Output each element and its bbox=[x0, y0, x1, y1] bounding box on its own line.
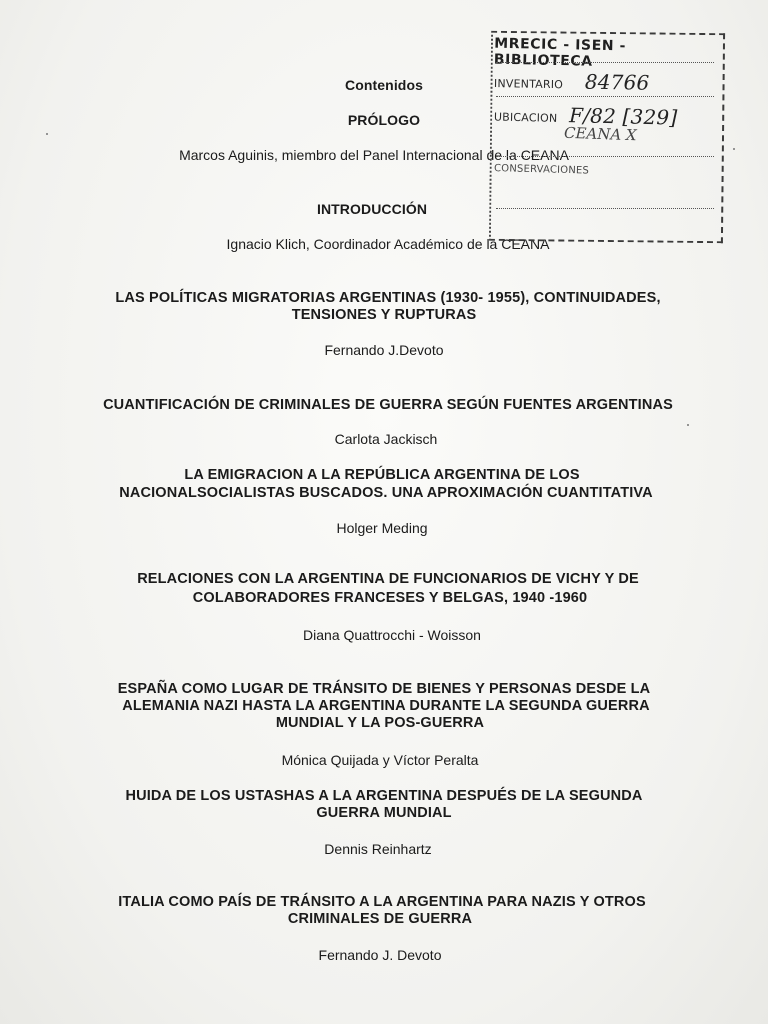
entry-title-line: CRIMINALES DE GUERRA bbox=[287, 911, 473, 927]
entry-title-line: ALEMANIA NAZI HASTA LA ARGENTINA DURANTE LA SEGUNDA GUERRA bbox=[122, 698, 650, 714]
entry-title-line: NACIONALSOCIALISTAS BUSCADOS. UNA APROXIMACIÓN CUANTITATIVA bbox=[119, 485, 653, 501]
entry-author: Fernando J.Devoto bbox=[324, 342, 444, 358]
stamp-location-label: UBICACION bbox=[493, 110, 558, 125]
entry-title-line: LAS POLÍTICAS MIGRATORIAS ARGENTINAS (1930- 1955), CONTINUIDADES, bbox=[115, 290, 661, 306]
entry-author: Diana Quattrocchi - Woisson bbox=[303, 627, 481, 643]
stamp-header: MRECIC - ISEN - BIBLIOTECA bbox=[493, 35, 627, 70]
stamp-divider bbox=[496, 96, 714, 97]
contents-heading: Contenidos bbox=[345, 77, 423, 93]
stamp-location-note: CEANA X bbox=[563, 123, 637, 145]
entry-title-line: TENSIONES Y RUPTURAS bbox=[291, 307, 477, 323]
entry-title-line: ITALIA COMO PAÍS DE TRÁNSITO A LA ARGENTINA PARA NAZIS Y OTROS bbox=[118, 894, 646, 910]
entry-author: Holger Meding bbox=[336, 520, 428, 536]
entry-title-line: COLABORADORES FRANCESES Y BELGAS, 1940 -1960 bbox=[192, 590, 588, 606]
scan-speck bbox=[46, 133, 48, 135]
stamp-inventory-label: INVENTARIO bbox=[493, 77, 564, 92]
stamp-conservation-label: CONSERVACIONES bbox=[493, 163, 590, 177]
entry-title-line: CUANTIFICACIÓN DE CRIMINALES DE GUERRA SEGÚN FUENTES ARGENTINAS bbox=[103, 397, 673, 413]
entry-author: Fernando J. Devoto bbox=[318, 947, 442, 963]
stamp-divider bbox=[496, 156, 714, 157]
entry-author: Dennis Reinhartz bbox=[324, 841, 432, 857]
stamp-inventory-row bbox=[494, 68, 718, 96]
entry-title-line: RELACIONES CON LA ARGENTINA DE FUNCIONARIOS DE VICHY Y DE bbox=[137, 571, 639, 587]
entry-title-line: HUIDA DE LOS USTASHAS A LA ARGENTINA DESPUÉS DE LA SEGUNDA bbox=[125, 788, 643, 804]
stamp-inventory-value: 84766 bbox=[584, 69, 650, 95]
prologue-author: Marcos Aguinis, miembro del Panel Internacional de la CEANA bbox=[179, 147, 569, 163]
entry-author: Carlota Jackisch bbox=[334, 431, 438, 447]
entry-author: Mónica Quijada y Víctor Peralta bbox=[281, 752, 479, 768]
scan-speck bbox=[733, 148, 735, 150]
stamp-divider bbox=[496, 208, 714, 209]
entry-title-line: GUERRA MUNDIAL bbox=[316, 805, 452, 821]
scan-speck bbox=[687, 424, 689, 426]
prologue-heading: PRÓLOGO bbox=[347, 112, 421, 128]
entry-title-line: MUNDIAL Y LA POS-GUERRA bbox=[275, 715, 485, 731]
library-stamp bbox=[490, 32, 722, 244]
entry-title-line: LA EMIGRACION A LA REPÚBLICA ARGENTINA DE LOS bbox=[184, 467, 580, 483]
introduction-author: Ignacio Klich, Coordinador Académico de la CEANA bbox=[226, 236, 550, 252]
entry-title-line: ESPAÑA COMO LUGAR DE TRÁNSITO DE BIENES Y PERSONAS DESDE LA bbox=[117, 681, 651, 697]
introduction-heading: INTRODUCCIÓN bbox=[316, 201, 428, 217]
stamp-divider bbox=[496, 62, 714, 63]
stamp-location-value: F/82 [329] bbox=[568, 103, 678, 130]
